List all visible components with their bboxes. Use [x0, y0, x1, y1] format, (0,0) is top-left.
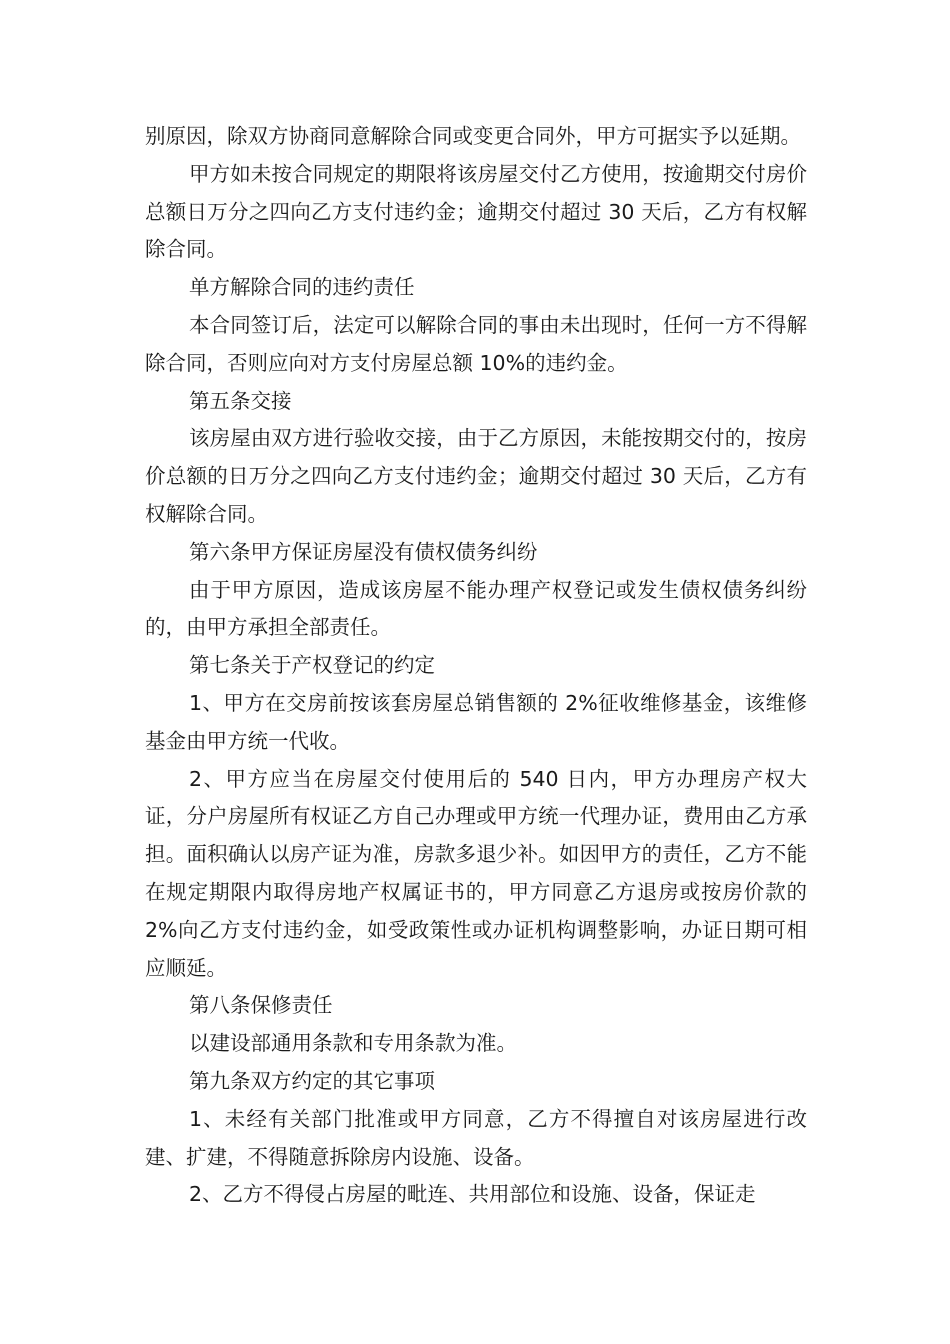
heading-article-5: 第五条交接 [189, 388, 292, 413]
paragraph-article-9-item-2: 2、乙方不得侵占房屋的毗连、共用部位和设施、设备，保证走 [189, 1182, 756, 1207]
paragraph-delivery-delay: 甲方如未按合同规定的期限将该房屋交付乙方使用，按逾期交付房价总额日万分之四向乙方支付违约金；逾期交付超过 30 天后，乙方有权解除合同。 [145, 161, 807, 262]
paragraph-article-5: 该房屋由双方进行验收交接，由于乙方原因，未能按期交付的，按房价总额的日万分之四向乙方支付违约金；逾期交付超过 30 天后，乙方有权解除合同。 [145, 426, 807, 526]
paragraph-article-6: 由于甲方原因，造成该房屋不能办理产权登记或发生债权债务纠纷的，由甲方承担全部责任。 [145, 577, 807, 640]
paragraph-article-7-item-2: 2、甲方应当在房屋交付使用后的 540 日内，甲方办理房产权大证，分户房屋所有权证乙方自己办理或甲方统一代理办证，费用由乙方承担。面积确认以房产证为准，房款多退少补。如因甲方的责任，乙方不能在规定期限内取得房地产权属证书的，甲方同意乙方退房或按房价款的 2%向乙方支付违约金，如受政策性或办证机构调整影响，办证日期可相应顺延。 [145, 766, 807, 980]
document-body [145, 118, 807, 1214]
heading-article-7: 第七条关于产权登记的约定 [189, 653, 435, 678]
heading-article-9: 第九条双方约定的其它事项 [189, 1068, 435, 1093]
paragraph-article-9-item-1: 1、未经有关部门批准或甲方同意，乙方不得擅自对该房屋进行改建、扩建，不得随意拆除房内设施、设备。 [145, 1106, 807, 1169]
heading-article-6: 第六条甲方保证房屋没有债权债务纠纷 [189, 539, 538, 564]
paragraph-article-7-item-1: 1、甲方在交房前按该套房屋总销售额的 2%征收维修基金，该维修基金由甲方统一代收。 [145, 690, 807, 753]
paragraph-article-8: 以建设部通用条款和专用条款为准。 [189, 1031, 517, 1056]
paragraph-continuation: 别原因，除双方协商同意解除合同或变更合同外，甲方可据实予以延期。 [145, 124, 801, 148]
paragraph-unilateral-termination: 本合同签订后，法定可以解除合同的事由未出现时，任何一方不得解除合同，否则应向对方支付房屋总额 10%的违约金。 [145, 312, 807, 375]
heading-article-8: 第八条保修责任 [189, 993, 333, 1018]
heading-unilateral-termination: 单方解除合同的违约责任 [189, 275, 415, 300]
